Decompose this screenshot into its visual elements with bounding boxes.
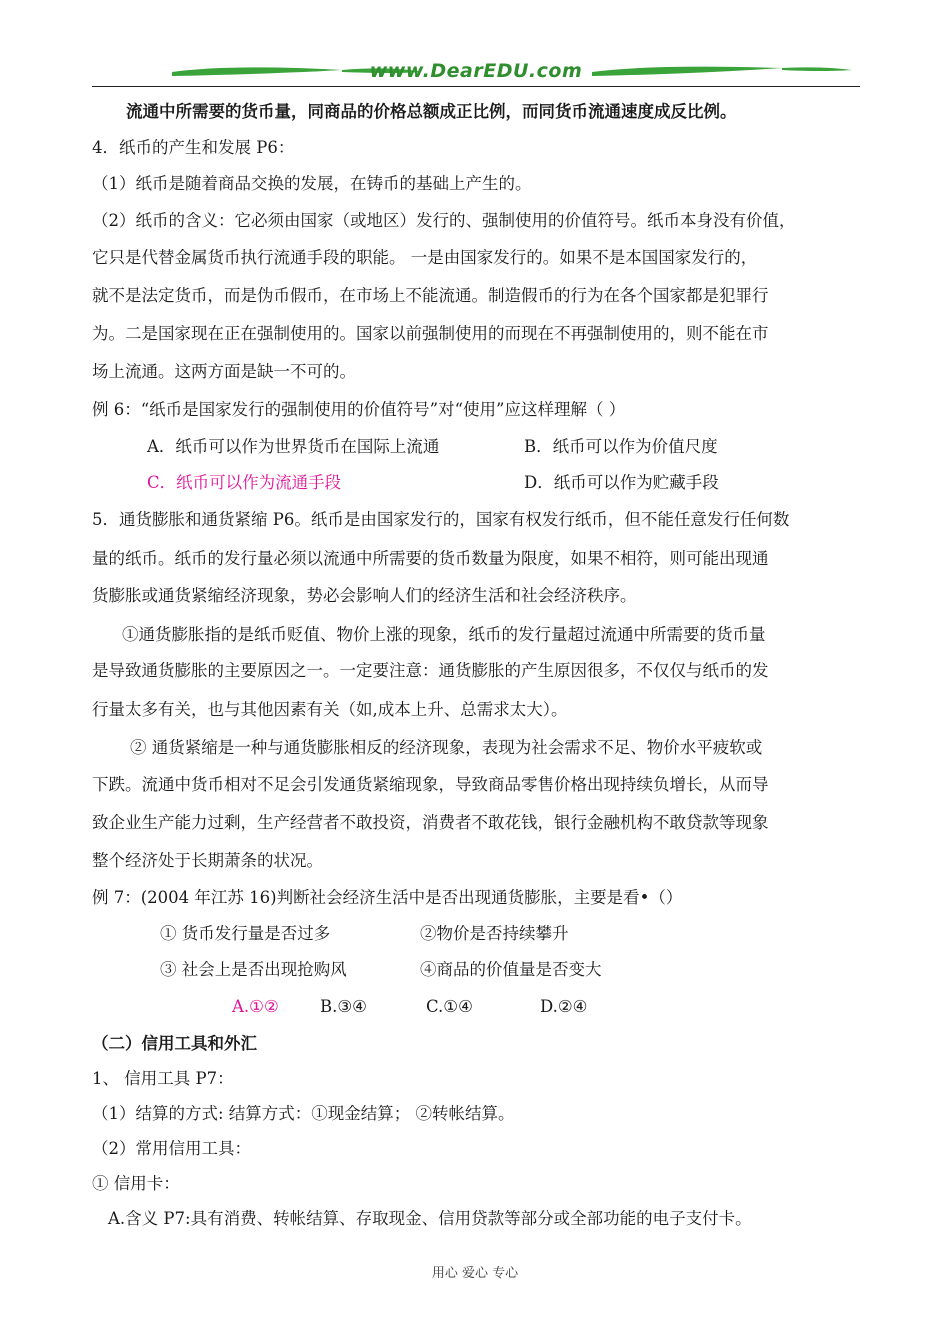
section-heading: （二）信用工具和外汇 <box>92 1034 257 1053</box>
option-item: ① 货币发行量是否过多 <box>160 924 331 943</box>
option-b: B．纸币可以作为价值尺度 <box>524 437 718 456</box>
text-line: ①通货膨胀指的是纸币贬值、物价上涨的现象，纸币的发行量超过流通中所需要的货币量 <box>122 625 766 644</box>
site-logo: www.DearEDU.com <box>369 60 583 82</box>
text-line: 下跌。流通中货币相对不足会引发通货紧缩现象，导致商品零售价格出现持续负增长，从而导 <box>92 775 769 794</box>
text-line: 它只是代替金属货币执行流通手段的职能。 一是由国家发行的。如果不是本国国家发行的， <box>92 248 758 267</box>
answer-a: A.①② <box>232 997 279 1016</box>
text-line: 1、 信用工具 P7： <box>92 1069 234 1088</box>
text-line: ② 通货紧缩是一种与通货膨胀相反的经济现象，表现为社会需求不足、物价水平疲软或 <box>130 738 763 757</box>
example-question: 例 7：(2004 年江苏 16)判断社会经济生活中是否出现通货膨胀，主要是看•（） <box>92 888 683 907</box>
answer-d: D.②④ <box>540 997 588 1016</box>
text-line: 就不是法定货币，而是伪币假币，在市场上不能流通。制造假币的行为在各个国家都是犯罪行 <box>92 286 769 305</box>
text-line: （2）常用信用工具： <box>92 1139 251 1158</box>
option-d: D．纸币可以作为贮藏手段 <box>524 473 719 492</box>
text-line: （2）纸币的含义：它必须由国家（或地区）发行的、强制使用的价值符号。纸币本身没有价值， <box>92 211 796 230</box>
answer-c: C.①④ <box>426 997 473 1016</box>
answer-b: B.③④ <box>320 997 367 1016</box>
text-line: 5．通货膨胀和通货紧缩 P6。纸币是由国家发行的，国家有权发行纸币，但不能任意发行任何数 <box>92 510 790 529</box>
text-line: 量的纸币。纸币的发行量必须以流通中所需要的货币数量为限度，如果不相符，则可能出现通 <box>92 549 769 568</box>
page-footer: 用心 爱心 专心 <box>431 1266 519 1281</box>
text-line: （1）结算的方式: 结算方式：①现金结算； ②转帐结算。 <box>92 1104 515 1123</box>
text-line: 场上流通。这两方面是缺一不可的。 <box>92 362 356 381</box>
text-line: 为。二是国家现在正在强制使用的。国家以前强制使用的而现在不再强制使用的，则不能在市 <box>92 324 769 343</box>
option-item: ②物价是否持续攀升 <box>420 924 569 943</box>
example-question: 例 6：“纸币是国家发行的强制使用的价值符号”对“使用”应这样理解（ ） <box>92 400 626 419</box>
text-line: （1）纸币是随着商品交换的发展，在铸币的基础上产生的。 <box>92 174 532 193</box>
option-c-answer: C．纸币可以作为流通手段 <box>147 473 342 492</box>
text-line: ① 信用卡： <box>92 1174 180 1193</box>
text-line: 整个经济处于长期萧条的状况。 <box>92 851 323 870</box>
text-line: 货膨胀或通货紧缩经济现象，势必会影响人们的经济生活和社会经济秩序。 <box>92 586 637 605</box>
text-line: A.含义 P7:具有消费、转帐结算、存取现金、信用贷款等部分或全部功能的电子支付卡。 <box>108 1209 752 1228</box>
text-line: 行量太多有关，也与其他因素有关（如,成本上升、总需求太大）。 <box>92 700 568 719</box>
header-rule <box>92 86 860 87</box>
text-line: 致企业生产能力过剩，生产经营者不敢投资，消费者不敢花钱，银行金融机构不敢贷款等现象 <box>92 813 769 832</box>
option-item: ③ 社会上是否出现抢购风 <box>160 960 347 979</box>
text-line: 4．纸币的产生和发展 P6： <box>92 138 295 157</box>
text-line: 是导致通货膨胀的主要原因之一。一定要注意：通货膨胀的产生原因很多，不仅仅与纸币的发 <box>92 661 769 680</box>
option-item: ④商品的价值量是否变大 <box>420 960 602 979</box>
text-line: 流通中所需要的货币量，同商品的价格总额成正比例，而同货币流通速度成反比例。 <box>126 102 737 121</box>
option-a: A．纸币可以作为世界货币在国际上流通 <box>147 437 440 456</box>
